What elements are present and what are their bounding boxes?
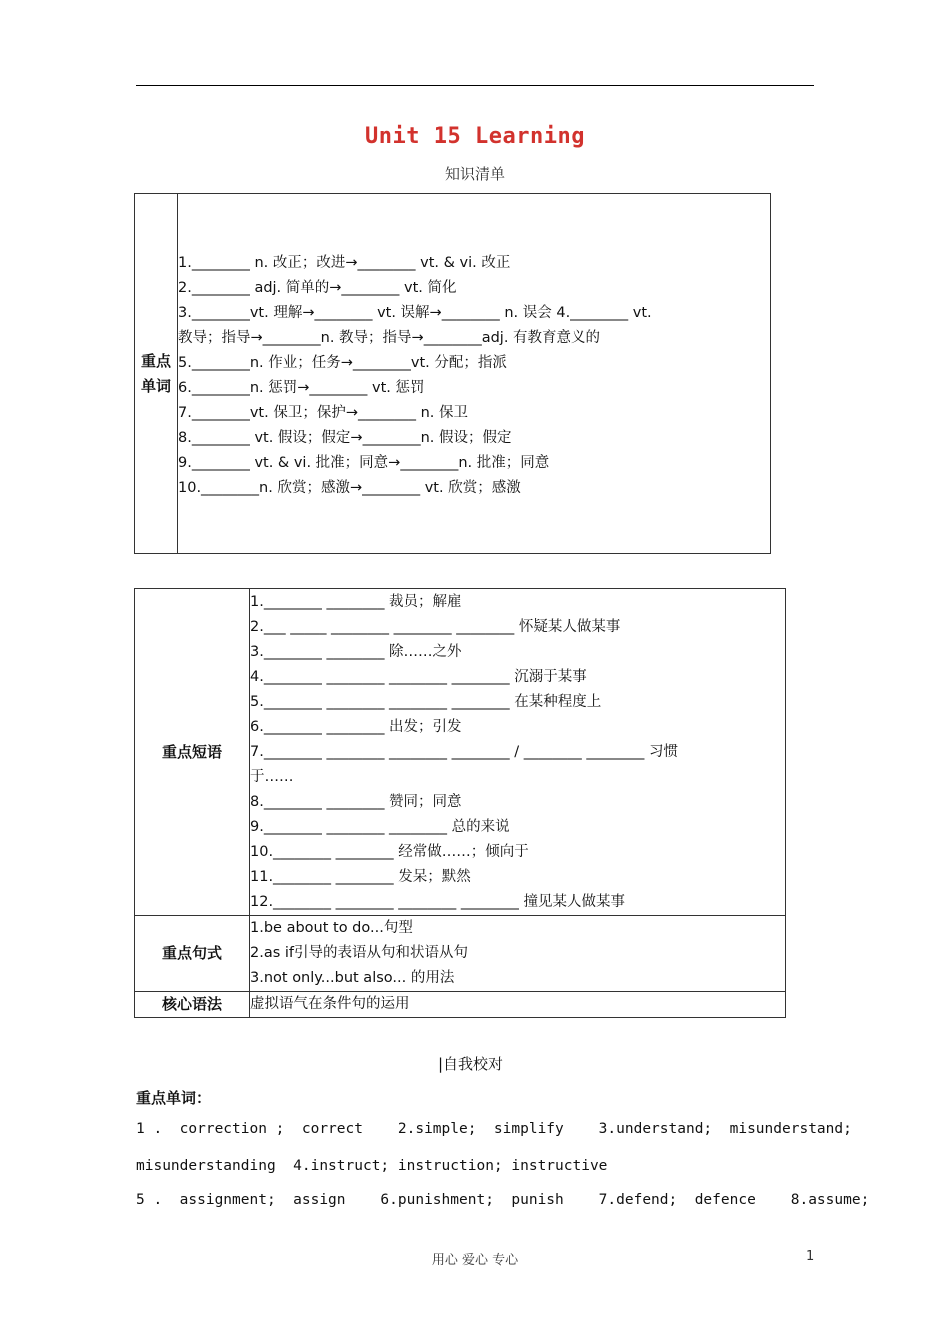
answers-heading: 重点单词：: [136, 1089, 212, 1107]
sentence-line: 2.as if引导的表语从句和状语从句: [250, 945, 469, 961]
vocabulary-line: 8.________ vt. 假设；假定→________n. 假设；假定: [178, 430, 512, 446]
vocabulary-line: 3.________vt. 理解→________ vt. 误解→________ n. 误会 4.________ vt.: [178, 305, 652, 321]
vocabulary-line: 9.________ vt. & vi. 批准；同意→________n. 批准；同意: [178, 455, 550, 471]
answer-line: misunderstanding 4.instruct; instruction; instructive: [136, 1158, 608, 1174]
vocabulary-label: [135, 194, 178, 554]
phrase-line: 3.________ ________ 除……之外: [250, 644, 462, 660]
answer-line: 1 . correction ; correct 2.simple; simplify 3.understand; misunderstand;: [136, 1121, 852, 1137]
page-number: 1: [806, 1249, 815, 1264]
phrase-line: 6.________ ________ 出发；引发: [250, 719, 462, 735]
vocabulary-line: 2.________ adj. 简单的→________ vt. 简化: [178, 280, 457, 296]
grammar-content: [250, 992, 786, 1018]
vocabulary-line: 7.________vt. 保卫；保护→________ n. 保卫: [178, 405, 468, 421]
phrase-line: 于……: [250, 769, 294, 785]
vocabulary-label-line: 单词: [140, 376, 171, 395]
vocabulary-line: 5.________n. 作业；任务→________vt. 分配；指派: [178, 355, 507, 371]
vocabulary-line: 1.________ n. 改正；改进→________ vt. & vi. 改正: [178, 255, 511, 271]
phrase-line: 1.________ ________ 裁员；解雇: [250, 594, 462, 610]
answer-line: 5 . assignment; assign 6.punishment; punish 7.defend; defence 8.assume;: [136, 1192, 870, 1208]
phrase-line: 8.________ ________ 赞同；同意: [250, 794, 462, 810]
phrases-content: [250, 589, 786, 916]
page-title: Unit 15 Learning: [365, 124, 585, 149]
sentences-content: [250, 916, 786, 992]
vocabulary-line: 10.________n. 欣赏；感激→________ vt. 欣赏；感激: [178, 480, 521, 496]
phrase-line: 11.________ ________ 发呆；默然: [250, 869, 471, 885]
page-footer: 用心 爱心 专心: [431, 1253, 519, 1268]
vocabulary-line: 6.________n. 惩罚→________ vt. 惩罚: [178, 380, 425, 396]
phrases-label: 重点短语: [135, 589, 250, 916]
sentence-line: 1.be about to do...句型: [250, 920, 413, 936]
vocabulary-content: [178, 194, 771, 554]
phrase-line: 2.___ _____ ________ ________ ________ 怀疑某人做某事: [250, 619, 621, 635]
phrase-line: 9.________ ________ ________ 总的来说: [250, 819, 510, 835]
phrase-line: 10.________ ________ 经常做……；倾向于: [250, 844, 529, 860]
phrase-line: 4.________ ________ ________ ________ 沉溺于某事: [250, 669, 587, 685]
grammar-line: 虚拟语气在条件句的运用: [250, 996, 410, 1012]
self-check-heading: |自我校对: [438, 1055, 504, 1073]
page-subtitle: 知识清单: [444, 165, 505, 183]
header-rule: [136, 85, 814, 86]
vocabulary-line: 教导；指导→________n. 教导；指导→________adj. 有教育意义的: [178, 330, 601, 346]
vocabulary-label-line: 重点: [140, 351, 171, 370]
phrase-line: 7.________ ________ ________ ________ / ________ ________ 习惯: [250, 744, 678, 760]
phrase-line: 5.________ ________ ________ ________ 在某种程度上: [250, 694, 602, 710]
grammar-label: 核心语法: [135, 992, 250, 1018]
vocabulary-table: [134, 193, 771, 554]
phrase-line: 12.________ ________ ________ ________ 撞见某人做某事: [250, 894, 625, 910]
sentence-line: 3.not only...but also... 的用法: [250, 970, 455, 986]
phrases-table: [134, 588, 786, 1018]
sentences-label: 重点句式: [135, 916, 250, 992]
